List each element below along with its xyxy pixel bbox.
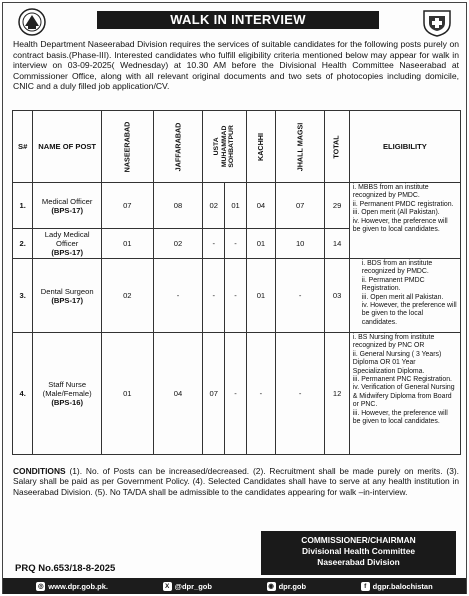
header-eligibility: ELIGIBILITY [349,111,460,183]
eligibility-line: iv. Verification of General Nursing & Midwifery Diploma from Board or PNC. [352,384,455,409]
row-total: 12 [325,333,349,455]
balochistan-emblem-icon [11,7,53,37]
row-naseerabad: 02 [101,259,153,333]
table-row [13,333,461,455]
table-row [13,259,461,333]
row-usta-muhammad: 07 [203,333,225,455]
row-sohbatpur: 01 [225,183,247,229]
row-sohbatpur: - [225,229,247,259]
eligibility-line: i. BDS from an institute recognized by PMDC. [361,260,433,276]
row-jaffarabad: 02 [153,229,203,259]
row-jaffarabad: - [153,259,203,333]
eligibility-line: ii. Permanent PMDC registration. [352,200,454,208]
header-total: TOTAL [325,111,349,183]
eligibility-line: iv. However, the preference will be given to local candidates. [352,217,448,234]
eligibility-line: iii. Open merit all Pakistan. [361,293,444,301]
footer-website[interactable]: ◎ www.dpr.gob.pk. [37,581,109,591]
row-post-name: Staff Nurse (Male/Female) (BPS-16) [33,333,102,455]
footer-facebook[interactable]: f dgpr.balochistan [361,582,433,591]
row-jhall-magsi: 07 [275,183,325,229]
table-row [13,183,461,229]
row-jaffarabad: 08 [153,183,203,229]
row-sno: 3. [13,259,33,333]
row-kachhi: 01 [246,259,275,333]
row-post-name: Medical Officer (BPS-17) [33,183,102,229]
header-kachhi: KACHHI [246,111,275,183]
advertisement-page [2,2,467,594]
prq-number: PRQ No.653/18-8-2025 [15,563,116,574]
row-eligibility [349,183,460,259]
row-post-name: Lady Medical Officer (BPS-17) [33,229,102,259]
header-jhall-magsi: JHALL MAGSI [275,111,325,183]
row-eligibility [349,333,460,455]
signatory-block [261,531,456,575]
eligibility-line: iv. However, the preference will be given to the local candidates. [361,302,457,326]
footer-bar [3,578,466,594]
header-sno: S# [13,111,33,183]
eligibility-line: iii. Open merit (All Pakistan). [352,209,440,217]
row-total: 29 [325,183,349,229]
row-total: 14 [325,229,349,259]
conditions-paragraph [13,466,459,497]
signatory-title: COMMISSIONER/CHAIRMAN [301,535,416,545]
row-sohbatpur: - [225,333,247,455]
page-title: WALK IN INTERVIEW [97,11,379,29]
row-kachhi: 04 [246,183,275,229]
signatory-committee: Divisional Health Committee [301,546,416,556]
row-eligibility [349,259,460,333]
eligibility-line: iii. However, the preference will be given to local candidates. [352,409,448,426]
row-jhall-magsi: 10 [275,229,325,259]
eligibility-line: ii. General Nursing ( 3 Years) Diploma OR 01 Year Specialization Diploma. [352,350,442,375]
intro-paragraph: Health Department Naseerabad Division requires the services of suitable candidates for the following posts purely on contract basis.(Phase-III). Interested candidates who fulfill eligibility criteria mentioned below may appear for walk in interview on 03-09-2025( Wednesday) at 10.30 AM before the Divisional Health Committee Naseerabad at Commissioner Office, along with all relevant original documents and two sets of photocopies including domicile, CNIC and a duly filled job application/CV. [13,39,459,92]
header-jaffarabad: JAFFARABAD [153,111,203,183]
row-sohbatpur: - [225,259,247,333]
instagram-icon: ◉ [268,582,274,590]
health-department-emblem-icon [416,7,458,37]
row-total: 03 [325,259,349,333]
eligibility-line: ii. Permanent PMDC Registration. [361,276,425,293]
row-naseerabad: 07 [101,183,153,229]
header-post-name: NAME OF POST [33,111,102,183]
row-kachhi: - [246,333,275,455]
row-sno: 1. [13,183,33,229]
row-naseerabad: 01 [101,229,153,259]
eligibility-line: i. BS Nursing from institute recognized by PNC OR [352,334,435,350]
header-naseerabad: NASEERABAD [101,111,153,183]
row-post-name: Dental Surgeon (BPS-17) [33,259,102,333]
globe-icon: ◎ [37,582,44,590]
table-header-row [13,111,461,183]
facebook-icon: f [361,582,370,591]
row-usta-muhammad: - [203,229,225,259]
posts-table [12,110,461,455]
row-jaffarabad: 04 [153,333,203,455]
footer-twitter[interactable]: X @dpr_gob [163,582,212,591]
row-sno: 2. [13,229,33,259]
row-kachhi: 01 [246,229,275,259]
conditions-label: CONDITIONS [13,466,66,476]
header-usta-muhammad: USTA MUHAMMAD SOHBATPUR [203,111,247,183]
row-jhall-magsi: - [275,333,325,455]
eligibility-line: iii. Permanent PNC Registration. [352,376,452,384]
row-usta-muhammad: - [203,259,225,333]
row-naseerabad: 01 [101,333,153,455]
conditions-text: (1). No. of Posts can be increased/decreased. (2). Recruitment shall be made purely on merits. (3). Salary shall be paid as per Government Policy. (4). Selected Candidates shall have to serve at any health institution in Naseerabad Division. (5). No TA/DA shall be admissible to the candidates appearing for walk –in-interview. [13,466,459,497]
row-sno: 4. [13,333,33,455]
row-usta-muhammad: 02 [203,183,225,229]
twitter-icon: X [163,582,172,591]
footer-instagram[interactable]: ◉ dpr.gob [268,581,307,591]
eligibility-line: i. MBBS from an institute recognized by PMDC. [352,184,429,200]
signatory-division: Naseerabad Division [317,557,400,567]
row-jhall-magsi: - [275,259,325,333]
